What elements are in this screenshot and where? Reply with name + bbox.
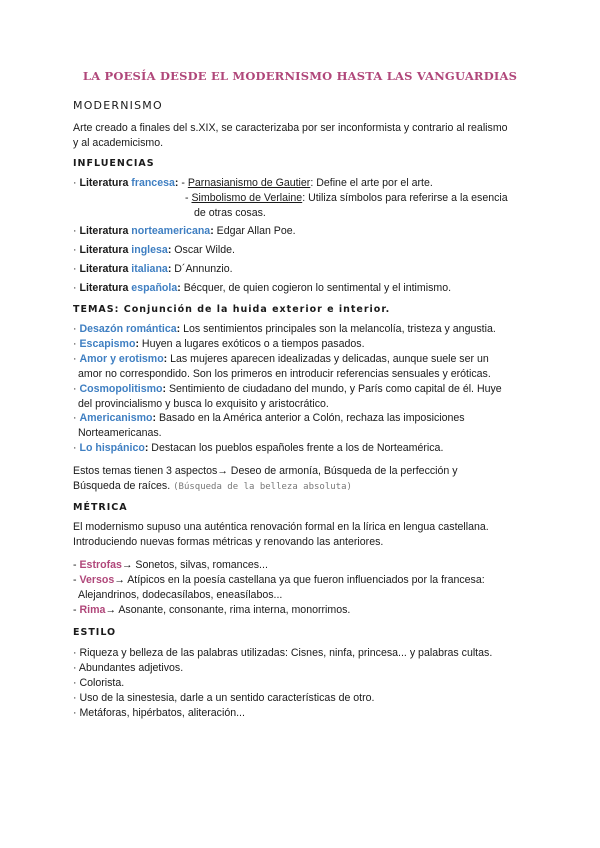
- separator: :: [177, 282, 181, 294]
- aspectos-note: (Búsqueda de la belleza absoluta): [173, 482, 352, 492]
- dash: -: [73, 574, 80, 586]
- separator: :: [176, 323, 181, 335]
- tema-amor-cont: amor no correspondido. Son los primeros en introducir referencias sensuales y eróticas.: [78, 368, 491, 380]
- tema-text: Sentimiento de ciudadano del mundo, y París como capital de él. Huye: [166, 383, 502, 395]
- dash: -: [73, 559, 80, 571]
- metrica-name: Rima: [79, 604, 106, 616]
- separator: :: [167, 263, 172, 275]
- influencia-country: italiana: [131, 263, 168, 275]
- dash: -: [185, 192, 192, 204]
- influencia-inglesa: [73, 243, 235, 258]
- metrica-text: → Asonante, consonante, rima interna, monorrimos.: [105, 604, 351, 616]
- metrica-intro-line-2: Introduciendo nuevas formas métricas y renovando las anteriores.: [73, 536, 384, 548]
- separator: :: [167, 244, 172, 256]
- tema-name: Cosmopolitismo: [79, 383, 163, 395]
- influencia-label: Literatura: [79, 244, 132, 256]
- temas-aspectos-line-1: Estos temas tienen 3 aspectos→ Deseo de armonía, Búsqueda de la perfección y: [73, 465, 458, 477]
- influencia-espanola: [73, 281, 451, 296]
- heading-influencias: INFLUENCIAS: [73, 158, 155, 169]
- influencia-simbolismo: Simbolismo de Verlaine: [191, 192, 303, 204]
- tema-text: Huyen a lugares exóticos o a tiempos pasados.: [138, 338, 365, 350]
- document-title: LA POESÍA DESDE EL MODERNISMO HASTA LAS VANGUARDIAS: [82, 69, 518, 83]
- tema-text: Destacan los pueblos españoles frente a los de Norteamérica.: [148, 442, 444, 454]
- tema-name: Americanismo: [79, 412, 153, 424]
- tema-desazon: [73, 322, 496, 337]
- modernismo-intro-line-1: Arte creado a finales del s.XIX, se caracterizaba por ser inconformista y contrario al realismo: [73, 122, 508, 134]
- influencia-label: Literatura: [79, 225, 132, 237]
- bullet: ·: [73, 323, 80, 335]
- metrica-versos-cont: Alejandrinos, dodecasílabos, eneasílabos...: [78, 589, 283, 601]
- bullet: ·: [73, 225, 80, 237]
- influencia-country: española: [131, 282, 178, 294]
- heading-modernismo: MODERNISMO: [73, 99, 163, 112]
- influencia-francesa: [73, 176, 433, 191]
- influencia-simbolismo-text: : Utiliza símbolos para referirse a la esencia: [302, 192, 508, 204]
- bullet: ·: [73, 338, 80, 350]
- heading-estilo: ESTILO: [73, 627, 117, 638]
- separator: :: [144, 442, 149, 454]
- estilo-item: · Metáforas, hipérbatos, aliteración...: [73, 707, 245, 719]
- tema-name: Escapismo: [79, 338, 136, 350]
- modernismo-intro-line-2: y al academicismo.: [73, 137, 164, 149]
- influencia-francesa-cont: de otras cosas.: [194, 207, 266, 219]
- influencia-parnasianismo-text: : Define el arte por el arte.: [310, 177, 433, 189]
- estilo-item: · Riqueza y belleza de las palabras utilizadas: Cisnes, ninfa, princesa... y palabras cultas.: [73, 647, 493, 659]
- metrica-name: Versos: [79, 574, 115, 586]
- influencia-country: norteamericana: [131, 225, 211, 237]
- tema-americanismo: [73, 411, 465, 426]
- separator: :: [210, 225, 214, 237]
- bullet: ·: [73, 244, 80, 256]
- aspectos-text: Búsqueda de raíces.: [73, 480, 174, 492]
- separator: :: [163, 353, 168, 365]
- tema-cosmopolitismo-cont: del provincialismo y busca lo exquisito y aristocrático.: [78, 398, 329, 410]
- dash: -: [73, 604, 80, 616]
- influencia-text: Oscar Wilde.: [171, 244, 235, 256]
- bullet: ·: [73, 353, 80, 365]
- tema-text: Basado en la América anterior a Colón, rechaza las imposiciones: [156, 412, 465, 424]
- tema-text: Las mujeres aparecen idealizadas y delicadas, aunque suele ser un: [167, 353, 489, 365]
- influencia-label: Literatura: [79, 177, 132, 189]
- tema-name: Amor y erotismo: [79, 353, 164, 365]
- influencia-text: Bécquer, de quien cogieron lo sentimental y el intimismo.: [180, 282, 452, 294]
- influencia-francesa-simbolismo: [185, 191, 508, 206]
- tema-amor: [73, 352, 489, 367]
- tema-escapismo: [73, 337, 365, 352]
- tema-text: Los sentimientos principales son la melancolía, tristeza y angustia.: [180, 323, 496, 335]
- bullet: ·: [73, 383, 80, 395]
- tema-americanismo-cont: Norteamericanas.: [78, 427, 162, 439]
- separator: :: [135, 338, 139, 350]
- dash: -: [178, 177, 188, 189]
- metrica-intro-line-1: El modernismo supuso una auténtica renovación formal en la lírica en lengua castellana.: [73, 521, 489, 533]
- heading-metrica: MÉTRICA: [73, 502, 128, 513]
- bullet: ·: [73, 263, 80, 275]
- metrica-text: → Sonetos, silvas, romances...: [121, 559, 268, 571]
- tema-name: Lo hispánico: [79, 442, 145, 454]
- metrica-versos: [73, 573, 485, 588]
- separator: :: [174, 177, 179, 189]
- influencia-label: Literatura: [79, 282, 132, 294]
- influencia-text: D´Annunzio.: [171, 263, 233, 275]
- metrica-text: → Atípicos en la poesía castellana ya que fueron influenciados por la francesa:: [114, 574, 485, 586]
- influencia-label: Literatura: [79, 263, 132, 275]
- estilo-item: · Abundantes adjetivos.: [73, 662, 184, 674]
- tema-cosmopolitismo: [73, 382, 502, 397]
- estilo-item: · Uso de la sinestesia, darle a un sentido características de otro.: [73, 692, 375, 704]
- influencia-norteamericana: [73, 224, 296, 239]
- bullet: ·: [73, 442, 80, 454]
- influencia-italiana: [73, 262, 233, 277]
- estilo-item: · Colorista.: [73, 677, 125, 689]
- separator: :: [152, 412, 157, 424]
- influencia-country: inglesa: [131, 244, 168, 256]
- influencia-parnasianismo: Parnasianismo de Gautier: [187, 177, 311, 189]
- tema-hispanico: [73, 441, 443, 456]
- influencia-country: francesa: [131, 177, 175, 189]
- separator: :: [162, 383, 167, 395]
- metrica-name: Estrofas: [79, 559, 122, 571]
- tema-name: Desazón romántica: [79, 323, 177, 335]
- heading-temas: TEMAS: Conjunción de la huida exterior e interior.: [73, 304, 391, 315]
- bullet: ·: [73, 177, 80, 189]
- metrica-estrofas: [73, 558, 268, 573]
- bullet: ·: [73, 282, 80, 294]
- metrica-rima: [73, 603, 350, 618]
- temas-aspectos-line-2: [73, 479, 352, 495]
- bullet: ·: [73, 412, 80, 424]
- influencia-text: Edgar Allan Poe.: [213, 225, 296, 237]
